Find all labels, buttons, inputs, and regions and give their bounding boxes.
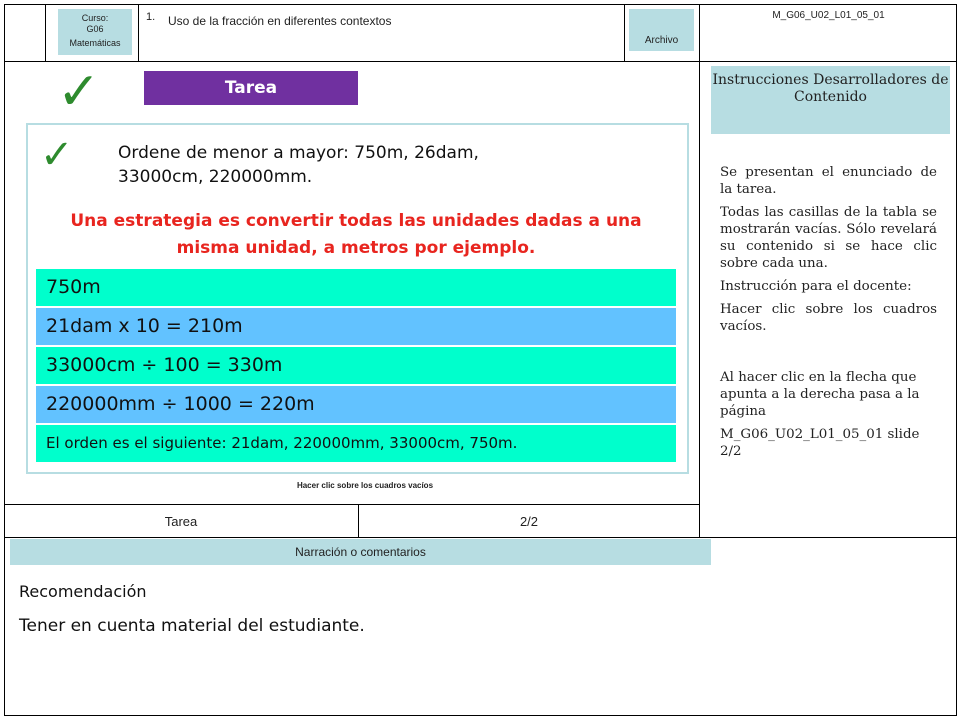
grid-line — [4, 504, 700, 505]
grid-line — [45, 4, 46, 61]
subject: Matemáticas — [69, 38, 121, 48]
answer-box-1[interactable]: 750m — [36, 269, 676, 306]
answer-box-4[interactable]: 220000mm ÷ 1000 = 220m — [36, 386, 676, 423]
instructions-body — [720, 164, 937, 466]
page-indicator: 2/2 — [519, 514, 539, 529]
instructions-heading: Instrucciones Desarrolladores de Contenido — [711, 66, 950, 134]
course-badge — [58, 9, 132, 55]
lesson-title: Uso de la fracción en diferentes contextos — [168, 14, 392, 28]
grid-line — [699, 4, 700, 538]
file-button[interactable] — [629, 9, 694, 51]
instruction-paragraph: M_G06_U02_L01_05_01 slide 2/2 — [720, 427, 920, 459]
grid-line — [4, 61, 957, 62]
instruction-paragraph: Todas las casillas de la tabla se mostrarán vacías. Sólo revelará su contenido si se hace clic sobre cada una. — [720, 205, 937, 271]
task-banner: Tarea — [144, 71, 358, 105]
strategy-text: Una estrategia es convertir todas las unidades dadas a una misma unidad, a metros por ejemplo. — [36, 208, 676, 266]
grid-line — [138, 4, 139, 61]
checkmark-icon: ✓ — [57, 62, 101, 122]
course-value: G06 — [86, 24, 104, 34]
grid-line — [624, 4, 625, 61]
click-hint: Hacer clic sobre los cuadros vacíos — [296, 481, 434, 490]
resource-code: M_G06_U02_L01_05_01 — [772, 10, 885, 21]
answer-box-2[interactable]: 21dam x 10 = 210m — [36, 308, 676, 345]
recommendation-text: Tener en cuenta material del estudiante. — [19, 616, 365, 636]
instruction-paragraph: Al hacer clic en la flecha que apunta a la derecha pasa a la página — [720, 370, 920, 419]
grid-line — [4, 537, 957, 538]
file-button-label: Archivo — [644, 35, 679, 46]
answer-box-order[interactable]: El orden es el siguiente: 21dam, 220000mm, 33000cm, 750m. — [36, 425, 676, 462]
footer-task-label: Tarea — [164, 514, 198, 529]
instruction-paragraph: Hacer clic sobre los cuadros vacíos. — [720, 302, 937, 334]
task-question: Ordene de menor a mayor: 750m, 26dam, 33000cm, 220000mm. — [118, 143, 479, 187]
instruction-paragraph: Instrucción para el docente: — [720, 279, 912, 294]
instruction-paragraph: Se presentan el enunciado de la tarea. — [720, 165, 937, 197]
checkmark-icon: ✓ — [40, 132, 74, 178]
lesson-number: 1. — [146, 11, 156, 23]
recommendation-title: Recomendación — [19, 582, 147, 601]
answer-box-3[interactable]: 33000cm ÷ 100 = 330m — [36, 347, 676, 384]
narration-heading: Narración o comentarios — [10, 539, 711, 565]
course-label: Curso: — [81, 13, 109, 23]
